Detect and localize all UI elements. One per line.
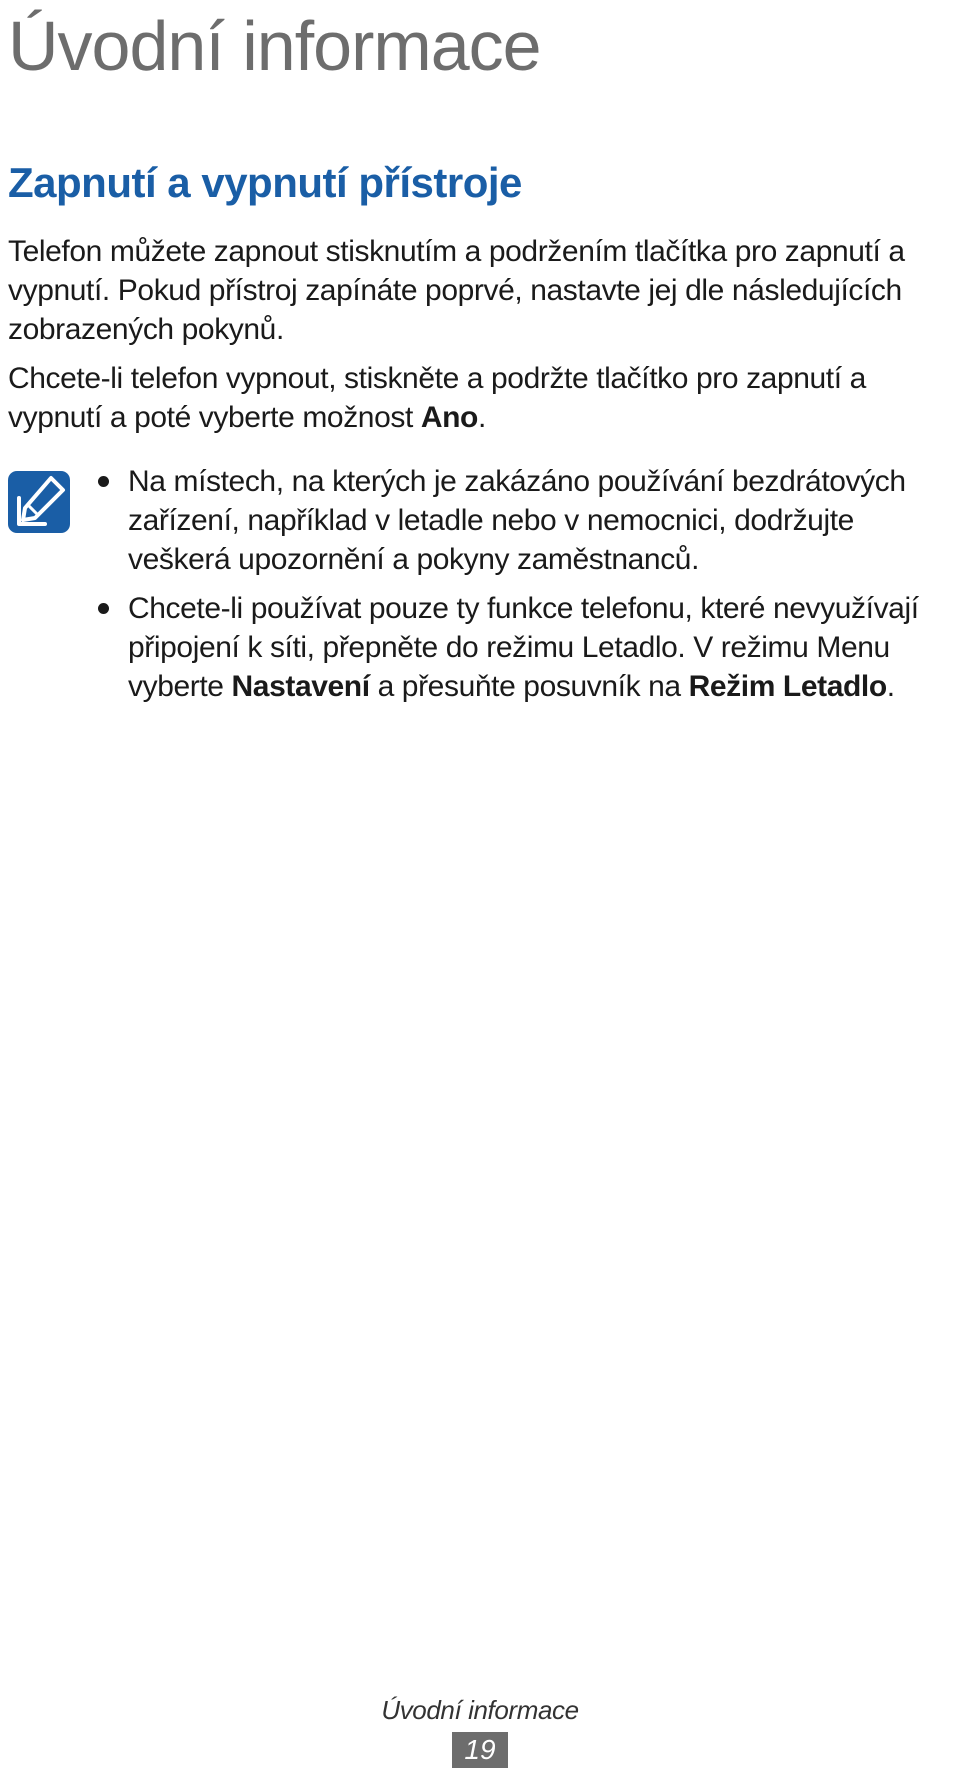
paragraph-power-on: Telefon můžete zapnout stisknutím a podržením tlačítka pro zapnutí a vypnutí. Pokud přístroj zapínáte poprvé, nastavte jej dle následujících zobrazených pokynů. <box>8 235 905 346</box>
bullet-icon <box>98 476 109 487</box>
menu-nastaveni: Nastavení <box>231 670 370 703</box>
option-ano: Ano <box>420 401 478 434</box>
paragraph-power-off-end: . <box>477 401 486 434</box>
paragraph-power-off <box>8 359 953 437</box>
paragraph-power-off-text: Chcete-li telefon vypnout, stiskněte a podržte tlačítko pro zapnutí a vypnutí a poté vyberte možnost <box>8 362 866 434</box>
note-item-airplane-middle: a přesuňte posuvník na <box>369 670 689 703</box>
note-item-airplane-mode <box>96 589 956 706</box>
note-item-airplane-text: Chcete-li používat pouze ty funkce telefonu, které nevyužívají připojení k síti, přepněte do režimu Letadlo. V režimu Menu vyberte <box>128 592 919 703</box>
note-pencil-icon <box>5 468 73 536</box>
body-text <box>8 232 953 447</box>
note-item-airplane-end: . <box>886 670 895 703</box>
page-title: Úvodní informace <box>8 7 541 85</box>
footer-label: Úvodní informace <box>381 1695 579 1725</box>
bullet-icon <box>98 603 109 614</box>
note-list <box>96 462 956 716</box>
note-item-wireless <box>96 462 956 579</box>
page-footer <box>0 1695 960 1768</box>
section-heading: Zapnutí a vypnutí přístroje <box>8 159 522 206</box>
page-number: 19 <box>452 1732 508 1768</box>
menu-rezim-letadlo: Režim Letadlo <box>688 670 887 703</box>
note-item-wireless-text: Na místech, na kterých je zakázáno používání bezdrátových zařízení, například v letadle nebo v nemocnici, dodržujte veškerá upozornění a pokyny zaměstnanců. <box>128 465 906 576</box>
